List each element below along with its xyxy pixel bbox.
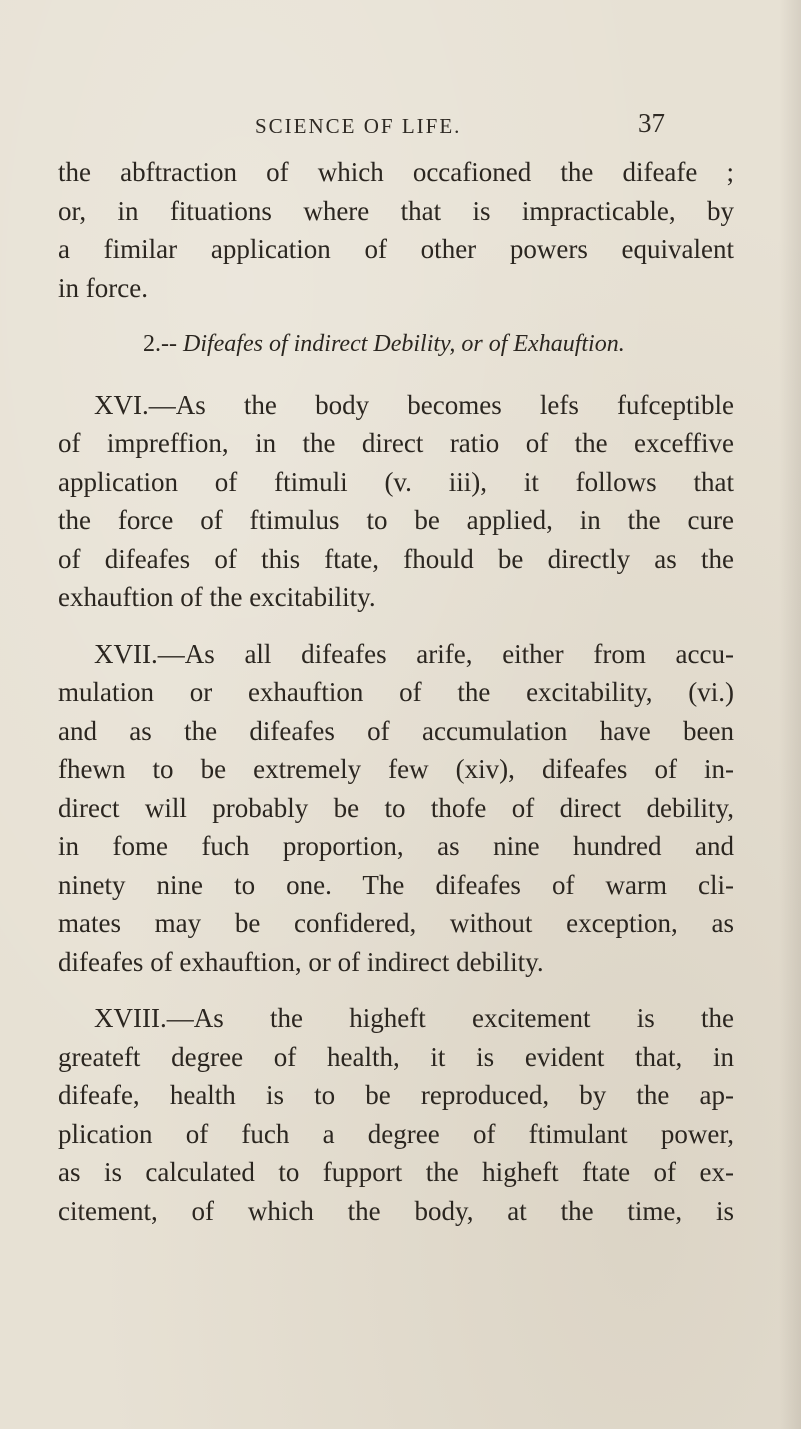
text-line: fhewn to be extremely few (xiv), difeafes of in-	[58, 754, 734, 784]
running-head: SCIENCE OF LIFE.	[255, 114, 462, 138]
text-line: direct will probably be to thofe of direct debility,	[58, 792, 734, 823]
section-heading	[58, 325, 734, 364]
text-line: XVI.—As the body becomes lefs fufceptible	[94, 389, 734, 420]
text-line: in fome fuch proportion, as nine hundred and	[58, 831, 734, 861]
text-line: greateft degree of health, it is evident that, in	[58, 1041, 734, 1072]
text-line: a fimilar application of other powers equivalent	[58, 234, 734, 264]
text-line: as is calculated to fupport the higheft ftate of ex-	[58, 1157, 734, 1187]
page-header	[0, 108, 801, 148]
page-edge-shadow	[779, 0, 801, 1429]
text-line: citement, of which the body, at the time, is	[58, 1195, 734, 1226]
paragraph-xvii	[58, 635, 734, 982]
text-line: and as the difeafes of accumulation have been	[58, 715, 734, 746]
text-line: the abftraction of which occafioned the difeafe ;	[58, 157, 734, 187]
text-line: the force of ftimulus to be applied, in the cure	[58, 505, 734, 535]
body-text	[58, 153, 734, 1248]
text-line: ninety nine to one. The difeafes of warm cli-	[58, 869, 734, 900]
page-number: 37	[638, 108, 665, 138]
paragraph-continuation	[58, 153, 734, 307]
text-line: in force.	[58, 272, 148, 303]
paragraph-xviii	[58, 999, 734, 1230]
text-line: plication of fuch a degree of ftimulant power,	[58, 1118, 734, 1149]
text-line: XVIII.—As the higheft excitement is the	[94, 1003, 734, 1033]
text-line: mates may be confidered, without exception, as	[58, 908, 734, 938]
text-line: XVII.—As all difeafes arife, either from accu-	[94, 638, 734, 669]
text-line: mulation or exhauftion of the excitability, (vi.)	[58, 677, 734, 707]
section-title: Difeafes of indirect Debility, or of Exhauftion.	[182, 331, 625, 357]
section-number: 2.--	[143, 331, 177, 357]
text-line: application of ftimuli (v. iii), it follows that	[58, 466, 734, 497]
text-line: difeafe, health is to be reproduced, by the ap-	[58, 1080, 734, 1110]
text-line: of impreffion, in the direct ratio of the exceffive	[58, 428, 734, 458]
text-line: exhauftion of the excitability.	[58, 582, 376, 612]
text-line: or, in fituations where that is impracticable, by	[58, 195, 734, 226]
text-line: of difeafes of this ftate, fhould be directly as the	[58, 543, 734, 574]
paragraph-xvi	[58, 386, 734, 617]
text-line: difeafes of exhauftion, or of indirect debility.	[58, 946, 544, 977]
